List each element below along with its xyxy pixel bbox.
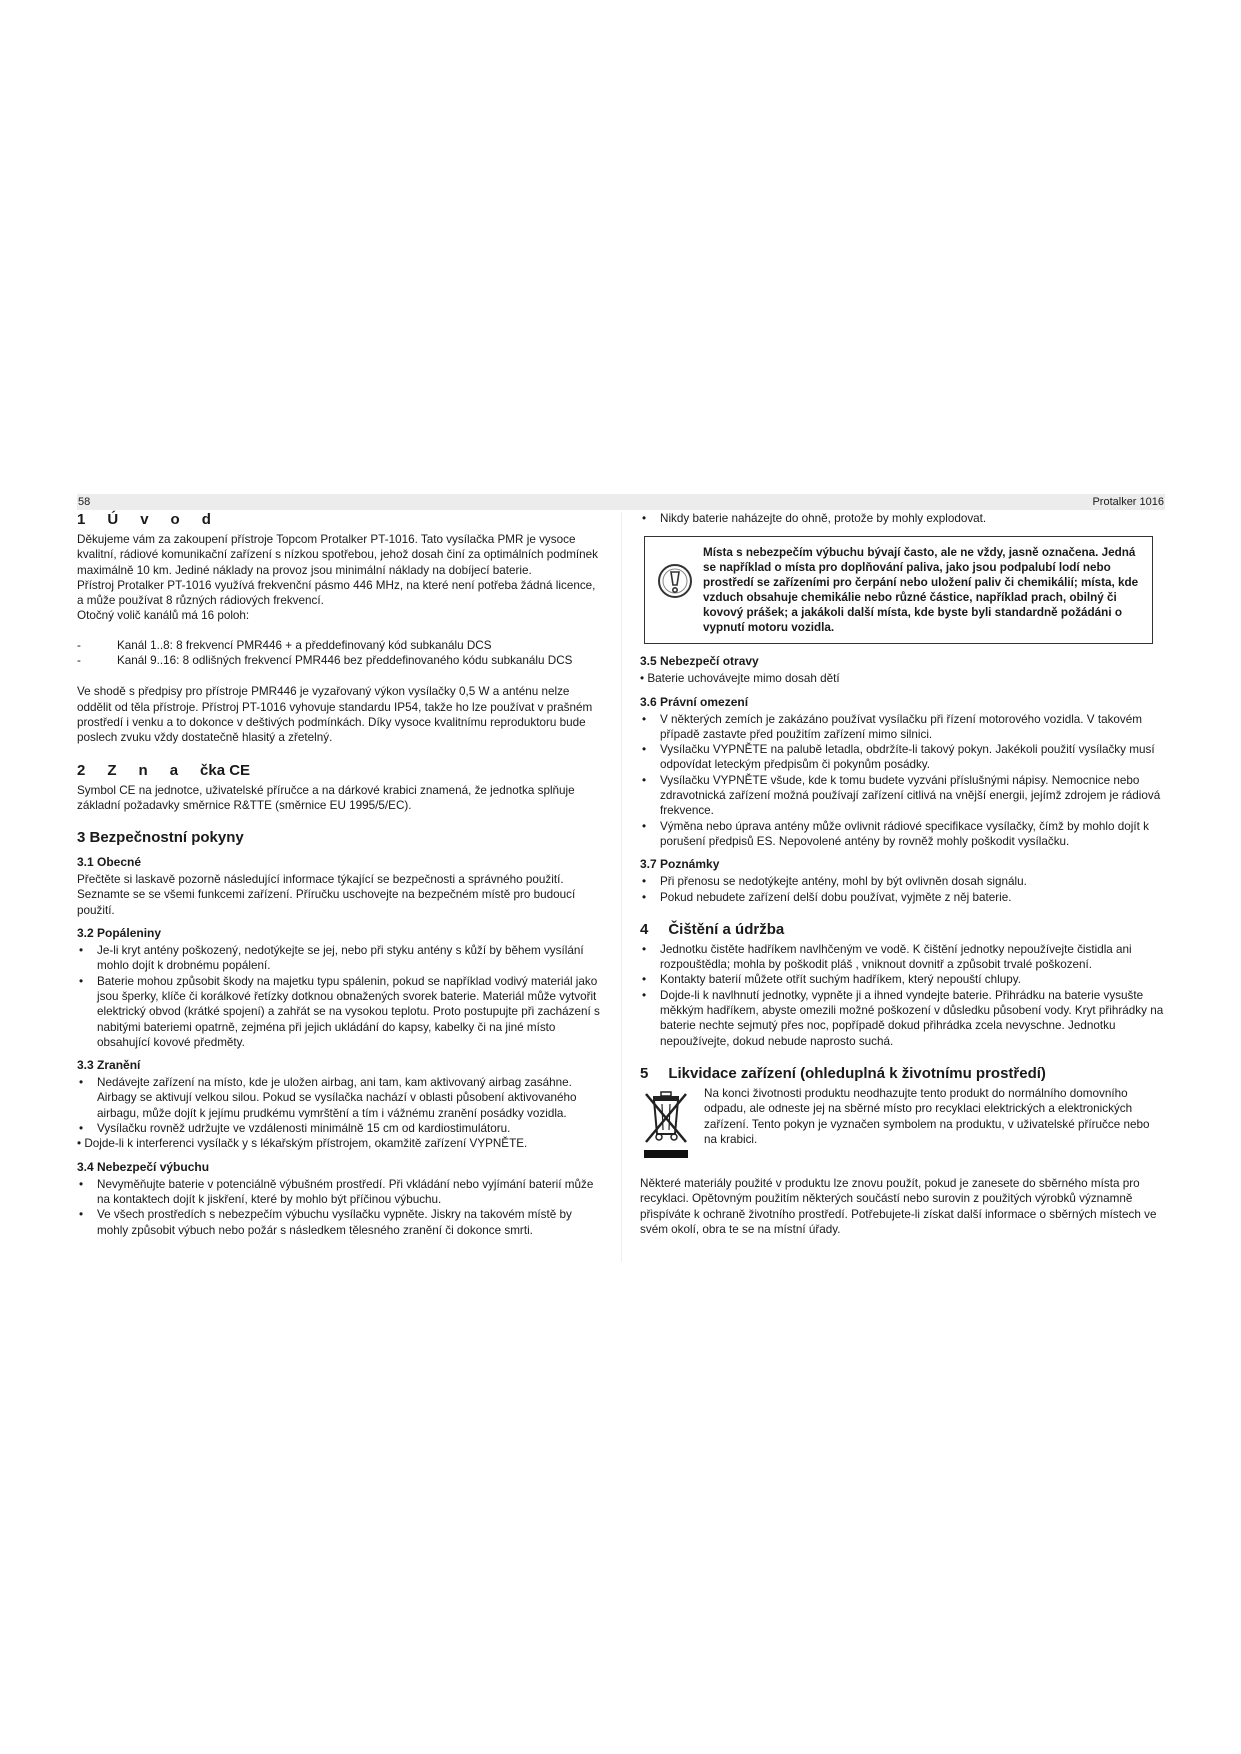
- list-item: • Vysílačku VYPNĚTE na palubě letadla, obdržíte-li takový pokyn. Jakékoli použití vysílačky musí odpovídat leteckým předpisům či pokynům posádky.: [640, 742, 1165, 773]
- cleaning-list: [640, 942, 1165, 1049]
- legal-list: [640, 712, 1165, 850]
- list-item: • Baterie mohou způsobit škody na majetku typu spálenin, pokud se například vodivý materiál jako jsou šperky, klíče či korálkové řetízky dotknou obnažených svorek baterie. Materiál může vytvořit elektrický obvod (krátké spojení) a zahřát se na vysokou teplotu. Proto postupujte při zacházení s nabitými bateriemi opatrně, zejména při jejich ukládání do kapsy, kabelky či na jiné místo obsahující kovové předměty.: [77, 974, 601, 1050]
- channel-list: [77, 638, 601, 669]
- section-2-heading: 2 Z n a čka CE: [77, 761, 251, 779]
- subsection-3-4-heading: 3.4 Nebezpečí výbuchu: [77, 1159, 210, 1174]
- list-item: • Ve všech prostředích s nebezpečím výbuchu vysílačku vypněte. Jiskry na takovém místě by mohly způsobit výbuch nebo požár s následkem tělesného zranění či dokonce smrti.: [77, 1207, 601, 1238]
- page-number: 58: [78, 496, 91, 508]
- warning-box: [644, 536, 1153, 644]
- warning-exclamation-icon: [657, 563, 693, 599]
- injury-list: [77, 1075, 601, 1136]
- warning-text: Místa s nebezpečím výbuchu bývají často, ale ne vždy, jasně označena. Jedná se například o místa pro doplňování paliva, jako jsou podpalubí lodí nebo prostředí se zařízeními pro čerpání nebo uložení paliv či chemikálií; místa, kde vzduch obsahuje chemikálie nebo různé částice, například prach, obilný či kovový prášek; a jakákoli další místa, kde byste byli standardně požádáni o vypnutí motoru vozidla.: [703, 546, 1139, 635]
- subsection-3-1-heading: 3.1 Obecné: [77, 855, 142, 870]
- left-column: [77, 511, 601, 1238]
- subsection-3-7-heading: 3.7 Poznámky: [640, 857, 720, 872]
- intro-paragraph: Děkujeme vám za zakoupení přístroje Topcom Protalker PT-1016. Tato vysílačka PMR je vysoce kvalitní, rádiové komunikační zařízení s nízkou spotřebou, jehož dosah činí za optimálních podmínek maximálně 10 km. Jediné náklady na provoz jsou minimální náklady na dobíjecí baterie.: [77, 533, 599, 577]
- list-item: • Nikdy baterie naházejte do ohně, protože by mohly explodovat.: [640, 511, 1165, 526]
- ce-paragraph: Symbol CE na jednotce, uživatelské příručce a na dárkové krabici znamená, že jednotka splňuje základní požadavky směrnice R&TTE (směrnice EU 1995/5/EC).: [77, 783, 575, 812]
- subsection-3-5-heading: 3.5 Nebezpečí otravy: [640, 654, 759, 669]
- list-item: • Jednotku čistěte hadříkem navlhčeným ve vodě. K čištění jednotky nepoužívejte čistidla ani rozpouštědla; mohla by poškodit pláš , vniknout dovnitř a způsobit trvalé poškození.: [640, 942, 1165, 973]
- list-item: • Při přenosu se nedotýkejte antény, mohl by být ovlivněn dosah signálu.: [640, 874, 1165, 889]
- general-paragraph: Přečtěte si laskavě pozorně následující informace týkající se bezpečnosti a správného použití. Seznamte se se všemi funkcemi zařízení. Příručku uschovejte na bezpečném místě pro budoucí použití.: [77, 873, 576, 917]
- subsection-3-2-heading: 3.2 Popáleniny: [77, 926, 162, 941]
- list-item: • Pokud nebudete zařízení delší dobu používat, vyjměte z něj baterie.: [640, 890, 1165, 905]
- subsection-3-6-heading: 3.6 Právní omezení: [640, 694, 749, 709]
- header-bar: [77, 494, 1165, 510]
- list-item: - Kanál 1..8: 8 frekvencí PMR446 + a předdefinovaný kód subkanálu DCS: [77, 638, 601, 653]
- subsection-3-3-heading: 3.3 Zranění: [77, 1058, 141, 1073]
- disposal-paragraph: Na konci životnosti produktu neodhazujte tento produkt do normálního domovního odpadu, ale odneste jej na sběrné místo pro recyklaci elektrických a elektronických zařízení. Tento pokyn je vyznačen symbolem na produktu, v uživatelské příručce nebo na krabici.: [704, 1086, 1150, 1146]
- list-item: • Vysílačku VYPNĚTE všude, kde k tomu budete vyzváni příslušnými nápisy. Nemocnice nebo zdravotnická zařízení možná používají zařízení citlivá na vnější energii, jejímž zdrojem je rádiová frekvence.: [640, 773, 1165, 819]
- explosion-list: [77, 1177, 601, 1238]
- battery-fire-list: [640, 511, 1165, 526]
- recycling-paragraph: Některé materiály použité v produktu lze znovu použít, pokud je zanesete do sběrného místa pro recyklaci. Opětovným použitím některých součástí nebo surovin z použitých výrobků významně přispíváte k ochraně životního prostředí. Potřebujete-li získat další informace o sběrných místech ve svém okolí, obra te se na místní úřady.: [640, 1176, 1157, 1236]
- list-item: • Výměna nebo úprava antény může ovlivnit rádiové specifikace vysílačky, čímž by mohlo dojít k porušení předpisů ES. Nepovolené antény by rovněž mohly poškodit vysílačku.: [640, 819, 1165, 850]
- list-item: - Kanál 9..16: 8 odlišných frekvencí PMR446 bez předdefinovaného kódu subkanálu DCS: [77, 653, 601, 668]
- burns-list: [77, 943, 601, 1050]
- list-item: • Nevyměňujte baterie v potenciálně výbušném prostředí. Při vkládání nebo vyjímání baterií může na kontaktech dojít k jiskření, které by mohlo být příčinou výbuchu.: [77, 1177, 601, 1208]
- list-item: • Kontakty baterií můžete otřít suchým hadříkem, který nepouští chlupy.: [640, 972, 1165, 987]
- list-item: • Je-li kryt antény poškozený, nedotýkejte se jej, nebo při styku antény s kůží by během vysílání mohlo dojít k drobnému popálení.: [77, 943, 601, 974]
- poisoning-text: • Baterie uchovávejte mimo dosah dětí: [640, 672, 840, 686]
- notes-list: [640, 874, 1165, 905]
- interference-note: • Dojde-li k interferenci vysílačk y s lékařským přístrojem, okamžitě zařízení VYPNĚTE.: [77, 1137, 528, 1151]
- channel-selector-text: Otočný volič kanálů má 16 poloh:: [77, 609, 250, 623]
- right-column: [640, 511, 1165, 1237]
- section-5-heading: 5 Likvidace zařízení (ohleduplná k životnímu prostředí): [640, 1064, 1046, 1082]
- disposal-block: [640, 1086, 1165, 1162]
- list-item: • Dojde-li k navlhnutí jednotky, vypněte ji a ihned vyndejte baterie. Přihrádku na baterie vysušte měkkým hadříkem, abyste omezili možné poškození v důsledku působení vody. Kryt přihrádky na baterie nechte sejmutý přes noc, popřípadě dokud přihrádka zcela nevyschne. Jednotku nepoužívejte, dokud nebude naprosto suchá.: [640, 988, 1165, 1049]
- list-item: • Nedávejte zařízení na místo, kde je uložen airbag, ani tam, kam aktivovaný airbag zasáhne. Airbagy se aktivují velkou silou. Pokud se vysílačka nachází v oblasti působení aktivovaného airbagu, může dojít k jejímu prudkému vymrštění a tím i vážnému zranění posádky vozidla.: [77, 1075, 601, 1121]
- section-4-heading: 4 Čištění a údržba: [640, 920, 785, 938]
- running-title: Protalker 1016: [1092, 496, 1164, 508]
- column-divider: [621, 512, 622, 1262]
- weee-crossed-bin-icon: [640, 1088, 692, 1162]
- compliance-paragraph: Ve shodě s předpisy pro přístroje PMR446 je vyzařovaný výkon vysílačky 0,5 W a anténu nelze oddělit od těla přístroje. Přístroj PT-1016 vyhovuje standardu IP54, takže ho lze používat v prašném prostředí i venku a to dokonce v deštivých podmínkách. Díky vysoce kvalitnímu reproduktoru bude poslech zvuku vždy dostatečně hlasitý a zřetelný.: [77, 685, 593, 745]
- list-item: • Vysílačku rovněž udržujte ve vzdálenosti minimálně 15 cm od kardiostimulátoru.: [77, 1121, 601, 1136]
- section-1-heading: 1 Ú v o d: [77, 511, 211, 528]
- section-3-heading: 3 Bezpečnostní pokyny: [77, 829, 244, 847]
- list-item: • V některých zemích je zakázáno používat vysílačku při řízení motorového vozidla. V takovém případě zastavte před použitím zařízení mimo silnici.: [640, 712, 1165, 743]
- frequency-paragraph: Přístroj Protalker PT-1016 využívá frekvenční pásmo 446 MHz, na které není potřeba žádná licence, a může používat 8 různých rádiových frekvencí.: [77, 578, 596, 608]
